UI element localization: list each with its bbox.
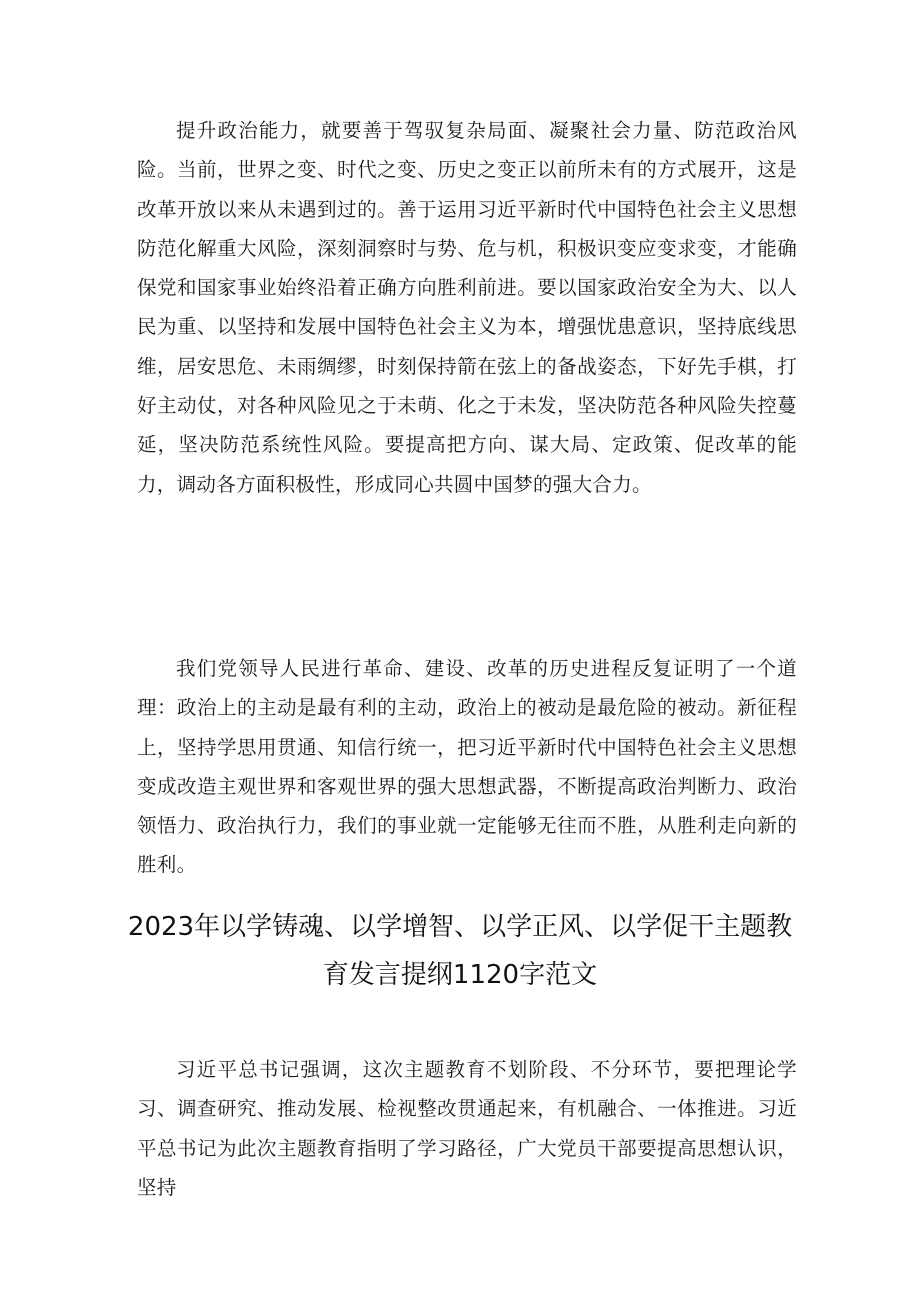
body-paragraph-theme-education: 习近平总书记强调，这次主题教育不划阶段、不分环节，要把理论学习、调查研究、推动发展、检视整改贯通起来，有机融合、一体推进。习近平总书记为此次主题教育指明了学习路径，广大党员干部要提高思想认识，坚持 [137, 1058, 797, 1199]
body-paragraph-political-capability: 提升政治能力，就要善于驾驭复杂局面、凝聚社会力量、防范政治风险。当前，世界之变、时代之变、历史之变正以前所未有的方式展开，这是改革开放以来从未遇到过的。善于运用习近平新时代中国特色社会主义思想防范化解重大风险，深刻洞察时与势、危与机，积极识变应变求变，才能确保党和国家事业始终沿着正确方向胜利前进。要以国家政治安全为大、以人民为重、以坚持和发展中国特色社会主义为本，增强忧患意识，坚持底线思维，居安思危、未雨绸缪，时刻保持箭在弦上的备战姿态，下好先手棋，打好主动仗，对各种风险见之于未萌、化之于未发，坚决防范各种风险失控蔓延，坚决防范系统性风险。要提高把方向、谋大局、定政策、促改革的能力，调动各方面积极性，形成同心共圆中国梦的强大合力。 [137, 119, 797, 496]
section-heading: 2023年以学铸魂、以学增智、以学正风、以学促干主题教育发言提纲1120字范文 [127, 912, 793, 990]
body-paragraph-political-initiative: 我们党领导人民进行革命、建设、改革的历史进程反复证明了一个道理：政治上的主动是最有利的主动，政治上的被动是最危险的被动。新征程上，坚持学思用贯通、知信行统一，把习近平新时代中国特色社会主义思想变成改造主观世界和客观世界的强大思想武器，不断提高政治判断力、政治领悟力、政治执行力，我们的事业就一定能够无往而不胜，从胜利走向新的胜利。 [137, 657, 797, 877]
